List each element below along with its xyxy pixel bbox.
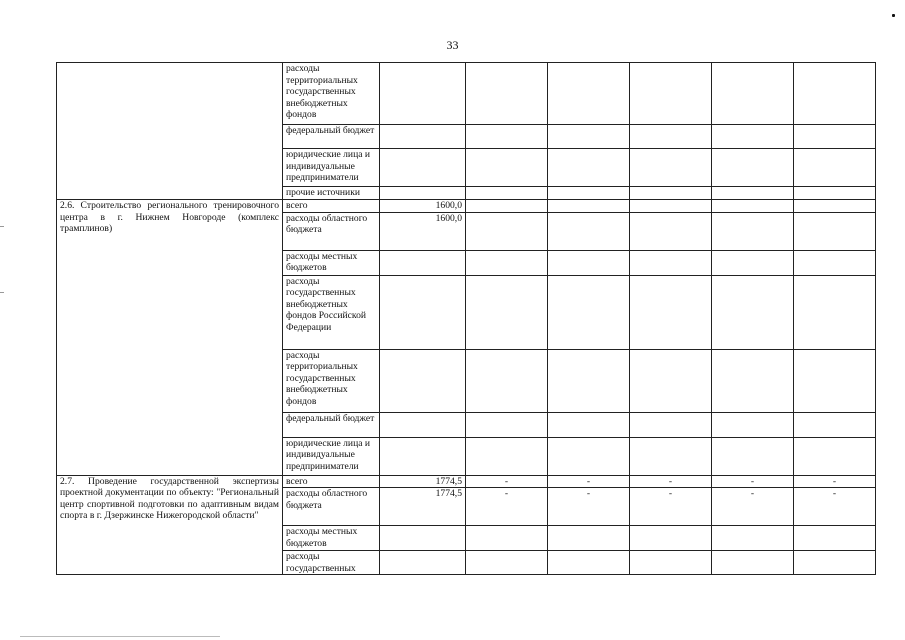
funding-source-cell: расходы областного бюджета: [283, 488, 380, 526]
year-value-cell: [466, 250, 548, 275]
year-value-cell: [548, 437, 630, 475]
page-number: 33: [446, 38, 459, 52]
amount-cell: 1600,0: [380, 212, 466, 250]
year-value-cell: -: [630, 488, 712, 526]
year-value-cell: [548, 250, 630, 275]
year-value-cell: -: [794, 488, 876, 526]
year-value-cell: [794, 551, 876, 575]
year-value-cell: [630, 212, 712, 250]
year-value-cell: [548, 187, 630, 200]
year-value-cell: [630, 526, 712, 551]
table-row: [57, 475, 876, 488]
funding-source-cell: расходы государственных: [283, 551, 380, 575]
year-value-cell: -: [712, 488, 794, 526]
year-value-cell: [466, 149, 548, 187]
year-value-cell: [466, 412, 548, 437]
year-value-cell: [630, 125, 712, 149]
year-value-cell: [466, 526, 548, 551]
amount-cell: [380, 63, 466, 125]
funding-source-cell: федеральный бюджет: [283, 125, 380, 149]
measure-description: 2.6. Строительство регионального тренировочного центра в г. Нижнем Новгороде (комплекс трамплинов): [57, 200, 283, 476]
amount-cell: [380, 349, 466, 412]
measure-description: 2.7. Проведение государственной экспертизы проектной документации по объекту: "Региональный центр спортивной подготовки по адаптивным видам спорта в г. Дзержинске Нижегородской области": [57, 475, 283, 575]
year-value-cell: -: [466, 488, 548, 526]
year-value-cell: [630, 63, 712, 125]
year-value-cell: [630, 200, 712, 213]
year-value-cell: [712, 551, 794, 575]
year-value-cell: [466, 349, 548, 412]
year-value-cell: [548, 526, 630, 551]
year-value-cell: [630, 149, 712, 187]
year-value-cell: [548, 63, 630, 125]
year-value-cell: [712, 125, 794, 149]
year-value-cell: [794, 149, 876, 187]
year-value-cell: [712, 187, 794, 200]
year-value-cell: [466, 551, 548, 575]
amount-cell: 1774,5: [380, 475, 466, 488]
table-row: [57, 63, 876, 125]
amount-cell: [380, 125, 466, 149]
table-row: [57, 200, 876, 213]
measure-description: [57, 63, 283, 200]
funding-source-cell: юридические лица и индивидуальные предприниматели: [283, 149, 380, 187]
scan-edge-mark: [0, 226, 4, 227]
amount-cell: [380, 412, 466, 437]
year-value-cell: -: [548, 475, 630, 488]
year-value-cell: [794, 200, 876, 213]
year-value-cell: [630, 412, 712, 437]
amount-cell: [380, 526, 466, 551]
year-value-cell: [548, 149, 630, 187]
amount-cell: 1600,0: [380, 200, 466, 213]
year-value-cell: [466, 200, 548, 213]
amount-cell: [380, 187, 466, 200]
funding-source-cell: расходы областного бюджета: [283, 212, 380, 250]
year-value-cell: [794, 437, 876, 475]
funding-source-cell: расходы территориальных государственных внебюджетных фондов: [283, 63, 380, 125]
year-value-cell: [548, 349, 630, 412]
funding-source-cell: расходы территориальных государственных внебюджетных фондов: [283, 349, 380, 412]
year-value-cell: [794, 187, 876, 200]
year-value-cell: [712, 200, 794, 213]
year-value-cell: [794, 125, 876, 149]
year-value-cell: [712, 275, 794, 349]
year-value-cell: [794, 212, 876, 250]
year-value-cell: -: [548, 488, 630, 526]
year-value-cell: [794, 526, 876, 551]
year-value-cell: [466, 187, 548, 200]
year-value-cell: -: [466, 475, 548, 488]
year-value-cell: [712, 412, 794, 437]
year-value-cell: [548, 551, 630, 575]
amount-cell: [380, 149, 466, 187]
year-value-cell: -: [794, 475, 876, 488]
year-value-cell: [712, 212, 794, 250]
year-value-cell: [630, 349, 712, 412]
year-value-cell: [466, 437, 548, 475]
year-value-cell: [712, 349, 794, 412]
year-value-cell: [712, 526, 794, 551]
year-value-cell: [794, 275, 876, 349]
year-value-cell: [548, 200, 630, 213]
amount-cell: [380, 551, 466, 575]
year-value-cell: [630, 551, 712, 575]
year-value-cell: [466, 212, 548, 250]
year-value-cell: [630, 187, 712, 200]
funding-source-cell: прочие источники: [283, 187, 380, 200]
amount-cell: [380, 437, 466, 475]
funding-source-cell: расходы местных бюджетов: [283, 250, 380, 275]
funding-source-cell: расходы местных бюджетов: [283, 526, 380, 551]
year-value-cell: [712, 149, 794, 187]
year-value-cell: -: [712, 475, 794, 488]
amount-cell: 1774,5: [380, 488, 466, 526]
year-value-cell: [712, 250, 794, 275]
year-value-cell: [466, 275, 548, 349]
year-value-cell: [712, 437, 794, 475]
funding-source-cell: всего: [283, 200, 380, 213]
year-value-cell: [630, 437, 712, 475]
year-value-cell: [630, 250, 712, 275]
year-value-cell: [548, 125, 630, 149]
year-value-cell: [794, 250, 876, 275]
amount-cell: [380, 250, 466, 275]
funding-source-cell: расходы государственных внебюджетных фондов Российской Федерации: [283, 275, 380, 349]
year-value-cell: -: [630, 475, 712, 488]
scan-edge-mark: [20, 636, 220, 637]
budget-table: [56, 62, 876, 575]
year-value-cell: [466, 125, 548, 149]
year-value-cell: [794, 349, 876, 412]
year-value-cell: [712, 63, 794, 125]
year-value-cell: [630, 275, 712, 349]
year-value-cell: [548, 412, 630, 437]
scan-edge-mark: [0, 292, 4, 293]
year-value-cell: [548, 212, 630, 250]
funding-source-cell: федеральный бюджет: [283, 412, 380, 437]
funding-source-cell: всего: [283, 475, 380, 488]
year-value-cell: [794, 63, 876, 125]
year-value-cell: [466, 63, 548, 125]
year-value-cell: [794, 412, 876, 437]
year-value-cell: [548, 275, 630, 349]
funding-source-cell: юридические лица и индивидуальные предприниматели: [283, 437, 380, 475]
amount-cell: [380, 275, 466, 349]
scan-dot: [892, 14, 895, 17]
